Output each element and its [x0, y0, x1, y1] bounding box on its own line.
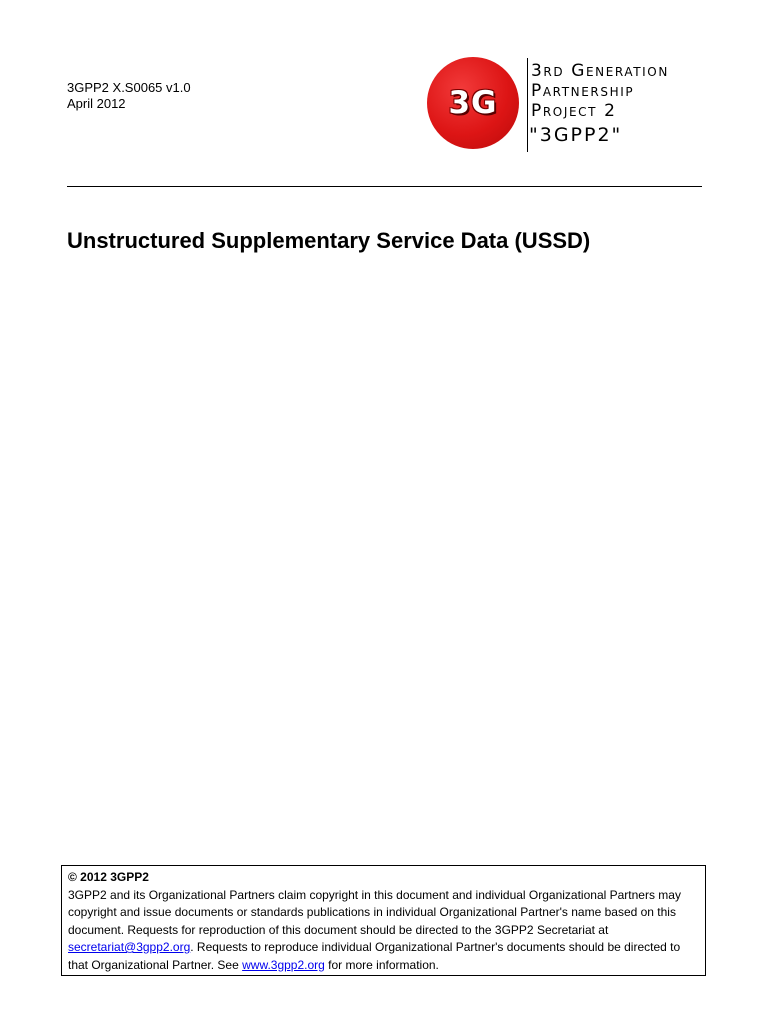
secretariat-email-link[interactable]: secretariat@3gpp2.org	[68, 940, 191, 954]
org-name	[531, 61, 669, 121]
logo-divider	[527, 58, 528, 152]
copyright-text-part-1: 3GPP2 and its Organizational Partners claim copyright in this document and individual Organizational Partners may copyright and issue documents or standards publications in individual Organizational Partner's name based on this document. Requests for reproduction of this document should be directed to the 3GPP2 Secretariat at	[68, 887, 681, 937]
logo-3g-text: 3G	[448, 85, 498, 121]
doc-number: 3GPP2 X.S0065 v1.0	[67, 80, 191, 95]
copyright-text-part-2: . Requests to reproduce individual Organizational Partner's documents should be directed to that Organizational Partner. See	[68, 940, 681, 972]
doc-date: April 2012	[67, 96, 126, 111]
logo-3g	[427, 57, 519, 149]
doc-id-block	[67, 80, 191, 112]
copyright-box	[61, 865, 706, 976]
website-link[interactable]: www.3gpp2.org	[242, 957, 325, 972]
copyright-text-part-3: for more information.	[324, 957, 439, 972]
copyright-text	[68, 887, 699, 975]
document-title: Unstructured Supplementary Service Data (USSD)	[67, 228, 591, 253]
copyright-heading: © 2012 3GPP2	[68, 870, 149, 884]
org-short-name: "3GPP2"	[529, 124, 623, 146]
org-name-line-1: 3rd Generation	[531, 61, 669, 81]
org-name-line-3: Project 2	[531, 101, 617, 121]
org-name-line-2: Partnership	[531, 81, 635, 101]
header-rule	[67, 186, 702, 187]
